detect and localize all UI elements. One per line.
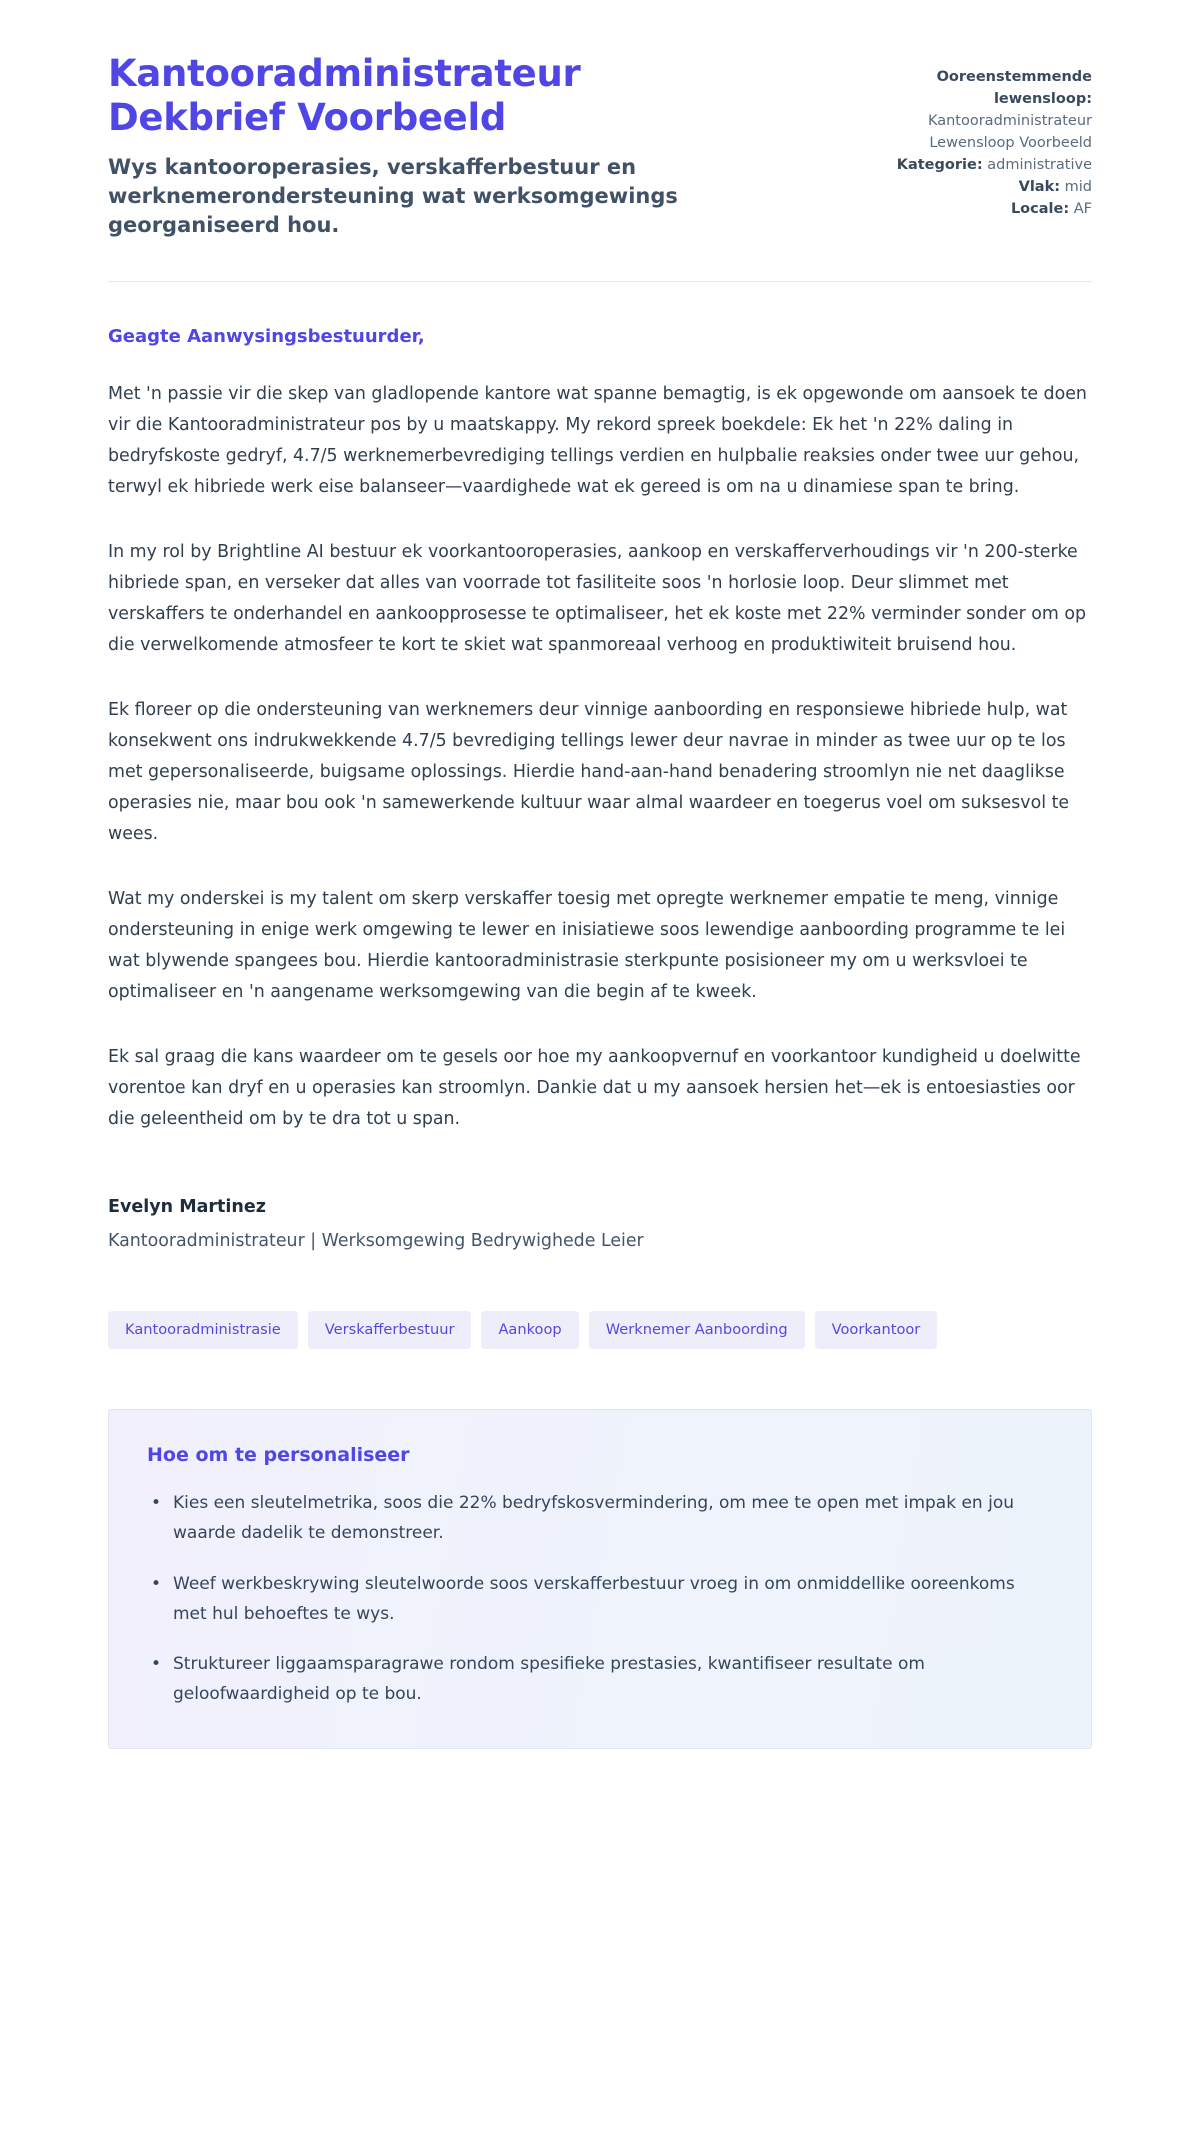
letter-body — [108, 282, 1092, 1134]
tag-chip[interactable]: Kantooradministrasie — [108, 1311, 298, 1350]
salutation: Geagte Aanwysingsbestuurder, — [108, 326, 425, 348]
tag-chip[interactable]: Verskafferbestuur — [308, 1311, 472, 1350]
meta-level-label: Vlak: — [1018, 179, 1061, 196]
letter-paragraph: Met 'n passie vir die skep van gladlopende kantore wat spanne bemagtig, is ek opgewonde om aansoek te doen vir die Kantooradministrateur pos by u maatskappy. My rekord spreek boekdele: Ek het 'n 22% daling in bedryfskoste gedryf, 4.7/5 werknemerbevrediging tellings verdien en hulpbalie reaksies onder twee uur gehou, terwyl ek hibriede werk eise balanseer—vaardighede wat ek gereed is om na u dinamiese span te bring. — [108, 384, 1087, 498]
letter-paragraphs — [108, 379, 1092, 1134]
meta-level — [842, 176, 1092, 198]
personalization-tip-list — [147, 1488, 1053, 1710]
letter-paragraph: Ek sal graag die kans waardeer om te gesels oor hoe my aankoopvernuf en voorkantoor kundigheid u doelwitte vorentoe kan dryf en u operasies kan stroomlyn. Dankie dat u my aansoek hersien het—ek is entoesiasties oor die geleentheid om by te dra tot u span. — [108, 1046, 1081, 1129]
personalization-panel — [108, 1409, 1092, 1749]
meta-category-value: administrative — [987, 157, 1092, 174]
personalization-tip-item: • Kies een sleutelmetrika, soos die 22% bedryfskosvermindering, om mee te open met impak en jou waarde dadelik te demonstreer. — [171, 1488, 1053, 1549]
signature-role: Kantooradministrateur | Werksomgewing Bedrywighede Leier — [108, 1230, 644, 1251]
tag-list — [108, 1311, 1092, 1350]
personalization-panel-title: Hoe om te personaliseer — [147, 1444, 410, 1467]
meta-locale-label: Locale: — [1010, 201, 1070, 218]
letter-paragraph: In my rol by Brightline AI bestuur ek voorkantooroperasies, aankoop en verskafferverhoudings vir 'n 200-sterke hibriede span, en verseker dat alles van voorrade tot fasiliteite soos 'n horlosie loop. Deur slimmet met verskaffers te onderhandel en aankoopprosesse te optimaliseer, het ek koste met 22% verminder sonder om op die verwelkomende atmosfeer te kort te skiet wat spanmoreaal verhoog en produktiwiteit bruisend hou. — [108, 542, 1087, 655]
tag-chip[interactable]: Werknemer Aanboording — [589, 1311, 805, 1350]
page-header — [108, 52, 1092, 240]
page-title: Kantooradministrateur Dekbrief Voorbeeld — [108, 52, 581, 139]
tag-chip[interactable]: Aankoop — [481, 1311, 578, 1350]
signature-block — [108, 1197, 1092, 1251]
meta-matching-resume-label: Ooreenstemmende lewensloop: — [936, 69, 1092, 108]
page-subtitle: Wys kantooroperasies, verskafferbestuur en werknemerondersteuning wat werksomgewings georganiseerd hou. — [108, 155, 678, 238]
meta-locale — [842, 198, 1092, 220]
personalization-tip-item: • Struktureer liggaamsparagrawe rondom spesifieke prestasies, kwantifiseer resultate om geloofwaardigheid op te bou. — [171, 1649, 1053, 1710]
meta-category-label: Kategorie: — [896, 157, 983, 174]
header-text-block — [108, 52, 748, 240]
meta-level-value: mid — [1064, 179, 1092, 196]
personalization-tip-item: • Weef werkbeskrywing sleutelwoorde soos verskafferbestuur vroeg in om onmiddellike ooreenkoms met hul behoeftes te wys. — [171, 1569, 1053, 1630]
meta-category — [842, 154, 1092, 176]
meta-matching-resume — [842, 66, 1092, 154]
signature-name: Evelyn Martinez — [108, 1196, 266, 1217]
tag-chip[interactable]: Voorkantoor — [815, 1311, 938, 1350]
document-metadata — [842, 52, 1092, 220]
letter-paragraph: Wat my onderskei is my talent om skerp verskaffer toesig met opregte werknemer empatie te meng, vinnige ondersteuning in enige werk omgewing te lewer en inisiatiewe soos lewendige aanboording programme te lei wat blywende spangees bou. Hierdie kantooradministrasie sterkpunte posisioneer my om u werksvloei te optimaliseer en 'n aangename werksomgewing van die begin af te kweek. — [108, 888, 1066, 1002]
meta-matching-resume-value: Kantooradministrateur Lewensloop Voorbeeld — [927, 113, 1092, 152]
letter-paragraph: Ek floreer op die ondersteuning van werknemers deur vinnige aanboording en responsiewe hibriede hulp, wat konsekwent ons indrukwekkende 4.7/5 bevrediging tellings lewer deur navrae in minder as twee uur op te los met gepersonaliseerde, buigsame oplossings. Hierdie hand-aan-hand benadering stroomlyn nie net daaglikse operasies nie, maar bou ook 'n samewerkende kultuur waar almal waardeer en toegerus voel om suksesvol te wees. — [108, 699, 1070, 844]
meta-locale-value: AF — [1073, 201, 1092, 218]
